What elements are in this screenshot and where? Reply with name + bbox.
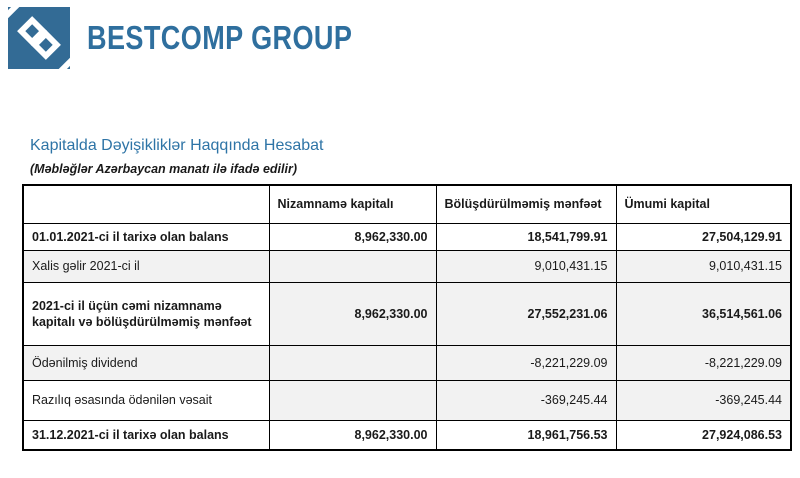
value-cell: -8,221,229.09 [436,345,616,380]
value-cell: 36,514,561.06 [616,282,791,345]
table-row [23,282,791,345]
value-cell: -369,245.44 [616,380,791,420]
value-cell: 27,552,231.06 [436,282,616,345]
row-label-cell: Xalis gəlir 2021-ci il [23,250,269,282]
column-header: Ümumi kapital [616,185,791,223]
brand-header [0,0,800,69]
value-cell: -369,245.44 [436,380,616,420]
row-label-cell: Ödənilmiş dividend [23,345,269,380]
value-cell: 8,962,330.00 [269,282,436,345]
table-body [23,223,791,450]
value-cell: -8,221,229.09 [616,345,791,380]
table-header [23,185,791,223]
value-cell: 27,504,129.91 [616,223,791,250]
row-label-cell: 01.01.2021-ci il tarixə olan balans [23,223,269,250]
table-row [23,420,791,450]
value-cell: 18,961,756.53 [436,420,616,450]
column-header: Nizamnamə kapitalı [269,185,436,223]
value-cell [269,345,436,380]
table-row [23,223,791,250]
report-subtitle: (Məbləğlər Azərbaycan manatı ilə ifadə edilir) [30,162,297,176]
row-label-cell: Razılıq əsasında ödənilən vəsait [23,380,269,420]
table-row [23,345,791,380]
row-label-cell: 2021-ci il üçün cəmi nizamnamə kapitalı və bölüşdürülməmiş mənfəət [23,282,269,345]
corner-header-cell [23,185,269,223]
value-cell: 8,962,330.00 [269,420,436,450]
value-cell: 9,010,431.15 [436,250,616,282]
value-cell: 27,924,086.53 [616,420,791,450]
value-cell [269,250,436,282]
table-row [23,250,791,282]
column-header: Bölüşdürülməmiş mənfəət [436,185,616,223]
header-row [23,185,791,223]
report-title: Kapitalda Dəyişikliklər Haqqında Hesabat [30,137,324,154]
value-cell: 9,010,431.15 [616,250,791,282]
equity-changes-table [22,184,792,451]
value-cell [269,380,436,420]
value-cell: 18,541,799.91 [436,223,616,250]
row-label-cell: 31.12.2021-ci il tarixə olan balans [23,420,269,450]
bestcomp-logo-icon [8,7,70,69]
brand-name: BESTCOMP GROUP [87,19,353,56]
table-row [23,380,791,420]
value-cell: 8,962,330.00 [269,223,436,250]
